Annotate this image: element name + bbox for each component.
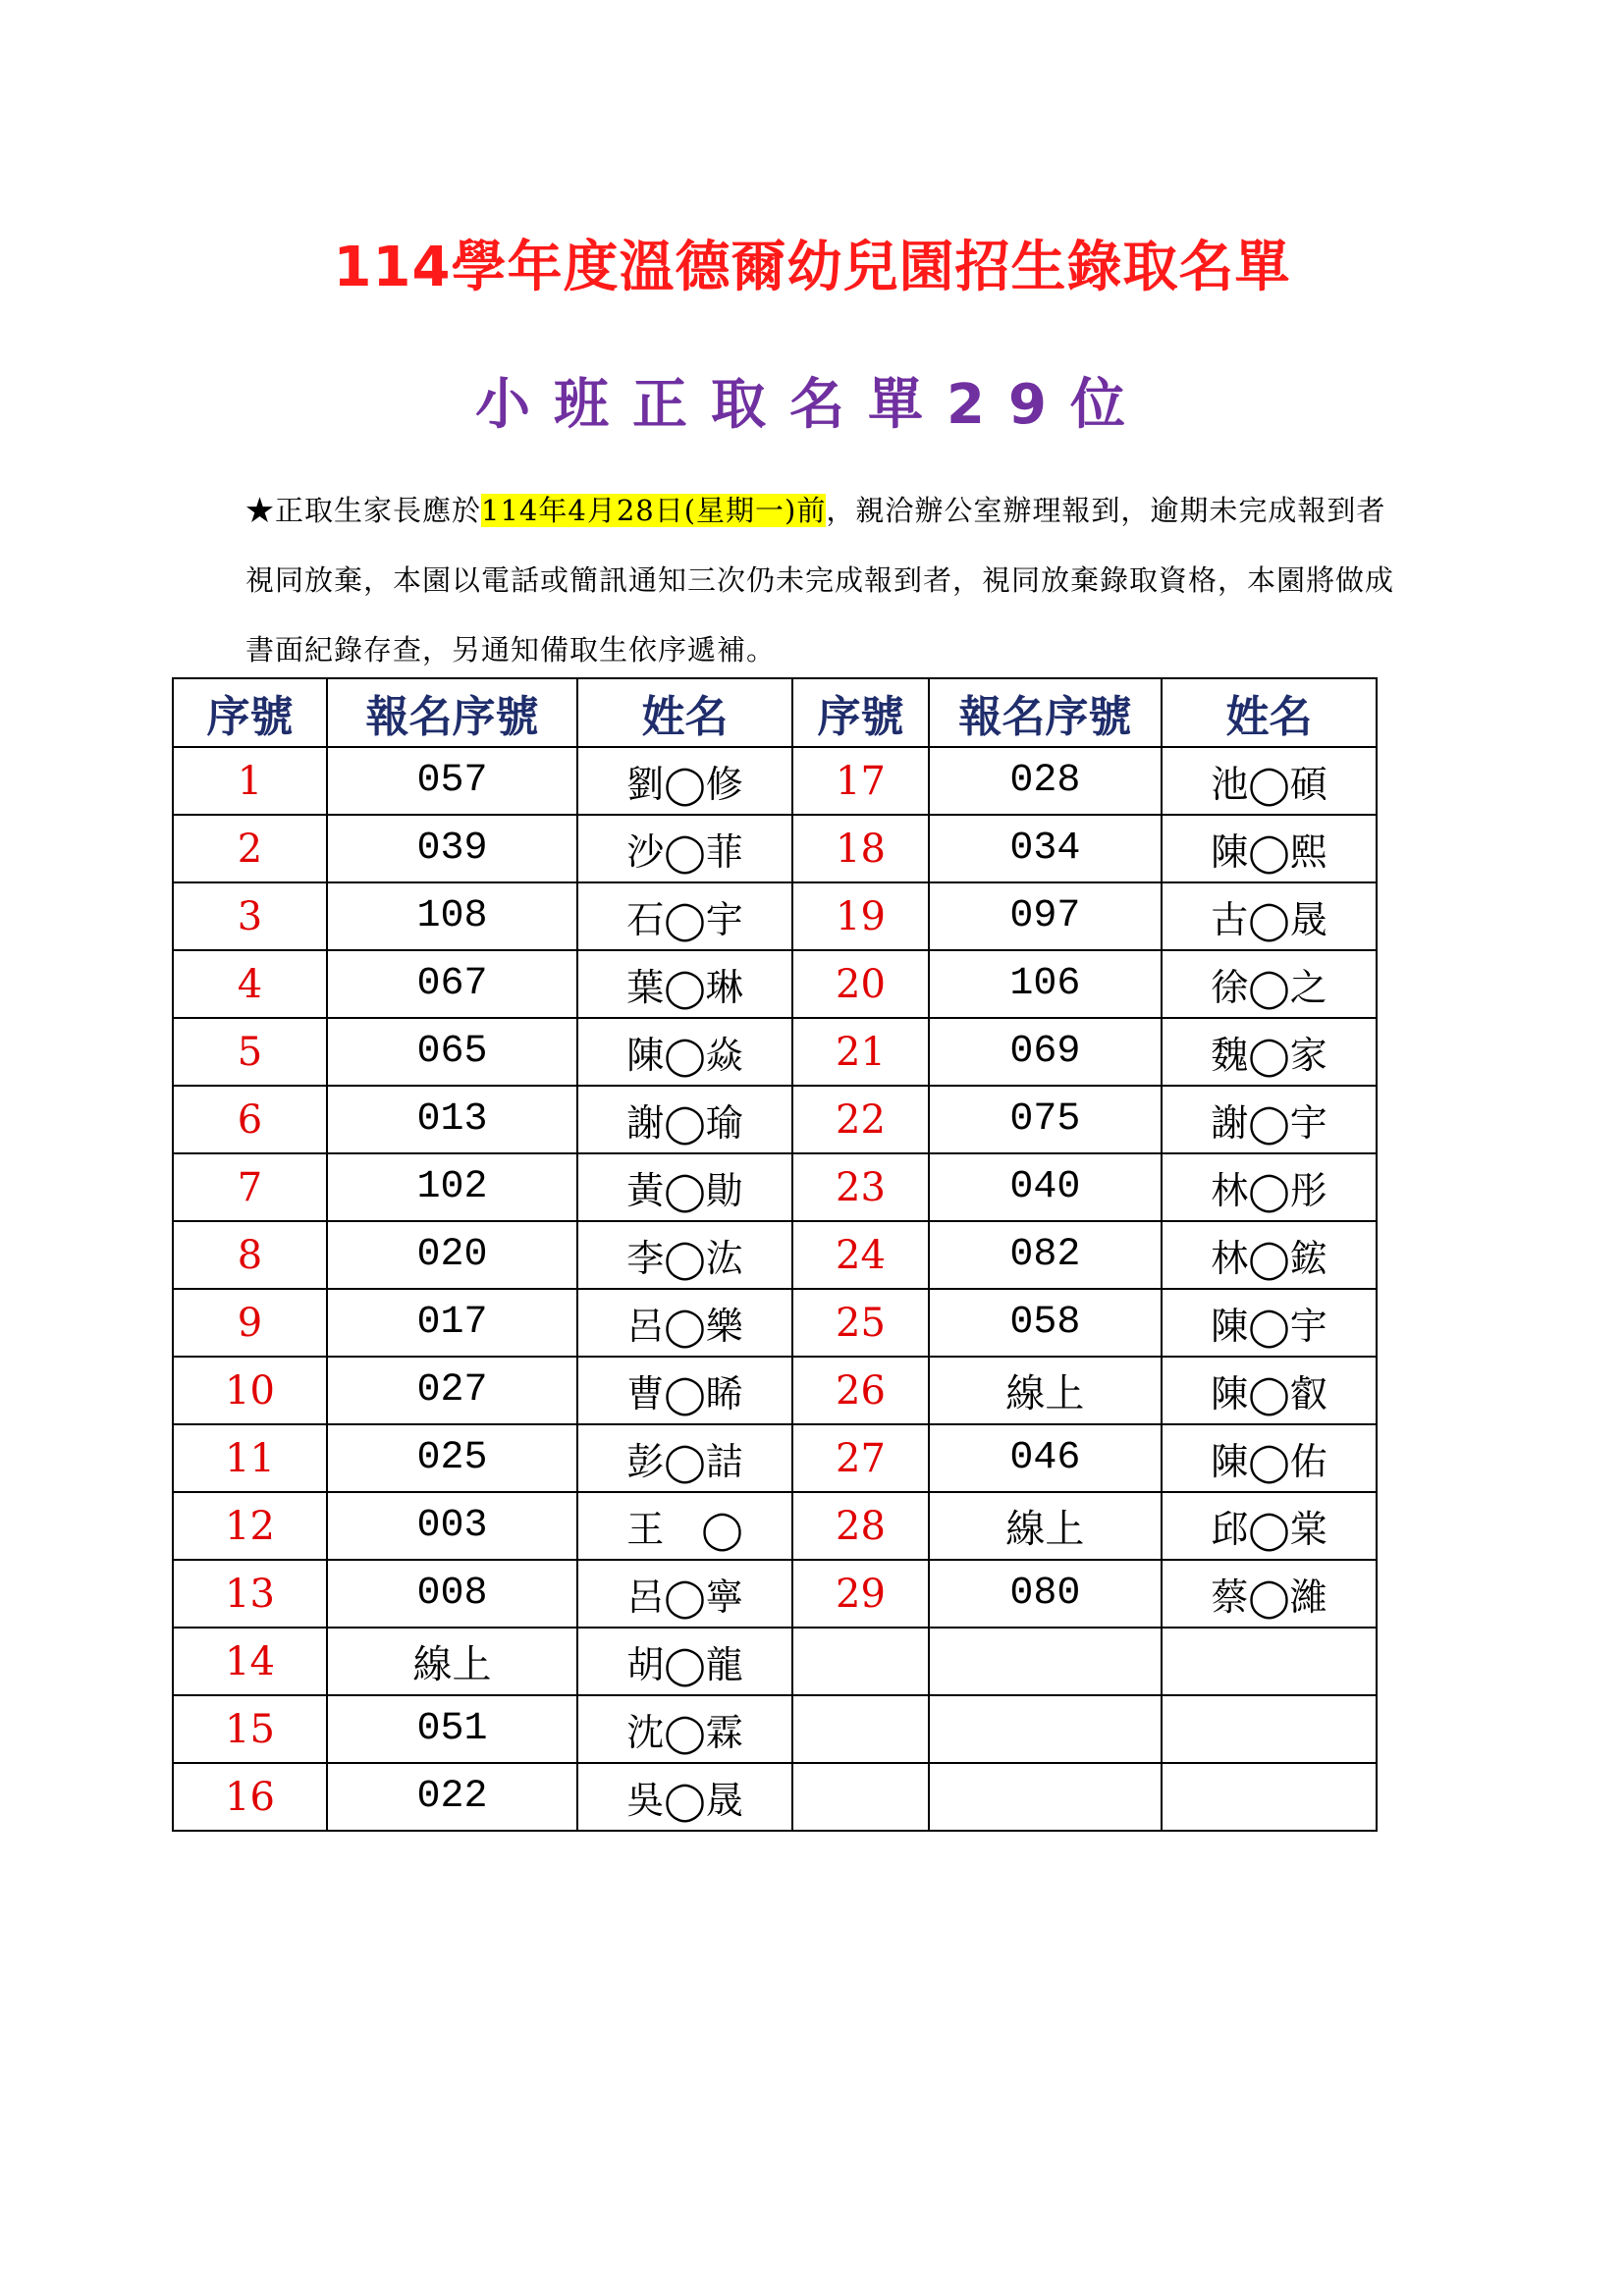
cell-reg-no: 097 — [929, 882, 1162, 950]
cell-name: 曹◯睎 — [577, 1357, 792, 1424]
cell-seq: 7 — [173, 1153, 327, 1221]
cell-reg-no: 013 — [327, 1086, 577, 1153]
cell-seq: 12 — [173, 1492, 327, 1560]
table-row — [173, 1018, 1377, 1086]
table-row — [173, 1153, 1377, 1221]
table-row — [173, 950, 1377, 1018]
header-name: 姓名 — [1162, 678, 1377, 747]
cell-reg-no: 102 — [327, 1153, 577, 1221]
cell-name: 謝◯瑜 — [577, 1086, 792, 1153]
cell-reg-no — [929, 1695, 1162, 1763]
cell-name: 古◯晟 — [1162, 882, 1377, 950]
cell-name: 王 ◯ — [577, 1492, 792, 1560]
cell-seq: 5 — [173, 1018, 327, 1086]
table-row — [173, 1424, 1377, 1492]
cell-reg-no: 058 — [929, 1289, 1162, 1357]
cell-name: 呂◯樂 — [577, 1289, 792, 1357]
cell-reg-no: 106 — [929, 950, 1162, 1018]
cell-reg-no: 034 — [929, 815, 1162, 882]
cell-reg-no: 025 — [327, 1424, 577, 1492]
table-row — [173, 882, 1377, 950]
cell-seq: 21 — [792, 1018, 929, 1086]
cell-seq: 23 — [792, 1153, 929, 1221]
cell-name: 吳◯晟 — [577, 1763, 792, 1831]
cell-reg-no: 082 — [929, 1221, 1162, 1289]
cell-reg-no — [929, 1628, 1162, 1695]
cell-reg-no: 線上 — [929, 1357, 1162, 1424]
cell-seq: 24 — [792, 1221, 929, 1289]
cell-reg-no: 069 — [929, 1018, 1162, 1086]
cell-name: 林◯彤 — [1162, 1153, 1377, 1221]
cell-seq: 20 — [792, 950, 929, 1018]
cell-seq: 13 — [173, 1560, 327, 1628]
header-seq: 序號 — [173, 678, 327, 747]
cell-seq: 19 — [792, 882, 929, 950]
cell-name: 陳◯佑 — [1162, 1424, 1377, 1492]
table-row — [173, 1695, 1377, 1763]
cell-seq — [792, 1695, 929, 1763]
table-row — [173, 1560, 1377, 1628]
header-reg-no: 報名序號 — [327, 678, 577, 747]
cell-reg-no — [929, 1763, 1162, 1831]
cell-name: 劉◯修 — [577, 747, 792, 815]
cell-seq: 29 — [792, 1560, 929, 1628]
cell-reg-no: 線上 — [327, 1628, 577, 1695]
page-subtitle: 小班正取名單29位 — [475, 373, 1149, 437]
cell-name: 李◯汯 — [577, 1221, 792, 1289]
cell-seq: 6 — [173, 1086, 327, 1153]
cell-seq: 3 — [173, 882, 327, 950]
cell-name: 彭◯詰 — [577, 1424, 792, 1492]
cell-seq: 27 — [792, 1424, 929, 1492]
cell-reg-no: 003 — [327, 1492, 577, 1560]
cell-name: 黃◯勛 — [577, 1153, 792, 1221]
cell-seq: 28 — [792, 1492, 929, 1560]
table-header-row — [173, 678, 1377, 747]
cell-reg-no: 027 — [327, 1357, 577, 1424]
cell-seq: 11 — [173, 1424, 327, 1492]
header-seq: 序號 — [792, 678, 929, 747]
cell-name: 胡◯龍 — [577, 1628, 792, 1695]
cell-reg-no: 046 — [929, 1424, 1162, 1492]
cell-reg-no: 108 — [327, 882, 577, 950]
cell-reg-no: 017 — [327, 1289, 577, 1357]
admission-roster-table — [172, 677, 1378, 1832]
table-row — [173, 747, 1377, 815]
table-row — [173, 1221, 1377, 1289]
cell-reg-no: 051 — [327, 1695, 577, 1763]
table-row — [173, 815, 1377, 882]
cell-seq: 14 — [173, 1628, 327, 1695]
cell-name: 沙◯菲 — [577, 815, 792, 882]
table-row — [173, 1763, 1377, 1831]
cell-name: 呂◯寧 — [577, 1560, 792, 1628]
cell-seq: 8 — [173, 1221, 327, 1289]
cell-seq: 22 — [792, 1086, 929, 1153]
cell-name: 池◯碩 — [1162, 747, 1377, 815]
header-name: 姓名 — [577, 678, 792, 747]
cell-name: 陳◯叡 — [1162, 1357, 1377, 1424]
notice-body: ，親洽辦公室辦理報到，逾期未完成報到者視同放棄，本園以電話或簡訊通知三次仍未完成報到者，視同放棄錄取資格，本園將做成書面紀錄存查，另通知備取生依序遞補。 — [245, 494, 1395, 667]
cell-seq: 10 — [173, 1357, 327, 1424]
cell-reg-no: 008 — [327, 1560, 577, 1628]
cell-name — [1162, 1628, 1377, 1695]
cell-name: 魏◯家 — [1162, 1018, 1377, 1086]
table-row — [173, 1086, 1377, 1153]
cell-seq: 17 — [792, 747, 929, 815]
cell-reg-no: 040 — [929, 1153, 1162, 1221]
cell-name: 陳◯焱 — [577, 1018, 792, 1086]
notice-deadline-highlight: 114年4月28日(星期一)前 — [481, 494, 827, 527]
cell-name: 葉◯琳 — [577, 950, 792, 1018]
cell-seq — [792, 1763, 929, 1831]
cell-name: 林◯鋐 — [1162, 1221, 1377, 1289]
notice-lead: ★正取生家長應於 — [245, 494, 482, 527]
table-row — [173, 1289, 1377, 1357]
page-title: 114學年度溫德爾幼兒園招生錄取名單 — [333, 236, 1291, 299]
cell-reg-no: 080 — [929, 1560, 1162, 1628]
cell-name: 謝◯宇 — [1162, 1086, 1377, 1153]
cell-name: 邱◯棠 — [1162, 1492, 1377, 1560]
cell-reg-no: 020 — [327, 1221, 577, 1289]
cell-name: 陳◯熙 — [1162, 815, 1377, 882]
cell-seq: 26 — [792, 1357, 929, 1424]
cell-seq — [792, 1628, 929, 1695]
cell-seq: 4 — [173, 950, 327, 1018]
cell-seq: 1 — [173, 747, 327, 815]
cell-seq: 18 — [792, 815, 929, 882]
notice-paragraph — [245, 476, 1394, 685]
header-reg-no: 報名序號 — [929, 678, 1162, 747]
cell-name: 陳◯宇 — [1162, 1289, 1377, 1357]
cell-reg-no: 065 — [327, 1018, 577, 1086]
table-row — [173, 1492, 1377, 1560]
cell-seq: 9 — [173, 1289, 327, 1357]
table-row — [173, 1357, 1377, 1424]
cell-seq: 16 — [173, 1763, 327, 1831]
cell-name: 徐◯之 — [1162, 950, 1377, 1018]
cell-reg-no: 057 — [327, 747, 577, 815]
cell-name — [1162, 1763, 1377, 1831]
cell-reg-no: 028 — [929, 747, 1162, 815]
cell-name: 蔡◯濰 — [1162, 1560, 1377, 1628]
cell-name: 石◯宇 — [577, 882, 792, 950]
cell-name: 沈◯霖 — [577, 1695, 792, 1763]
cell-reg-no: 075 — [929, 1086, 1162, 1153]
cell-seq: 2 — [173, 815, 327, 882]
cell-name — [1162, 1695, 1377, 1763]
cell-reg-no: 039 — [327, 815, 577, 882]
cell-seq: 15 — [173, 1695, 327, 1763]
cell-reg-no: 067 — [327, 950, 577, 1018]
cell-seq: 25 — [792, 1289, 929, 1357]
cell-reg-no: 022 — [327, 1763, 577, 1831]
table-row — [173, 1628, 1377, 1695]
cell-reg-no: 線上 — [929, 1492, 1162, 1560]
